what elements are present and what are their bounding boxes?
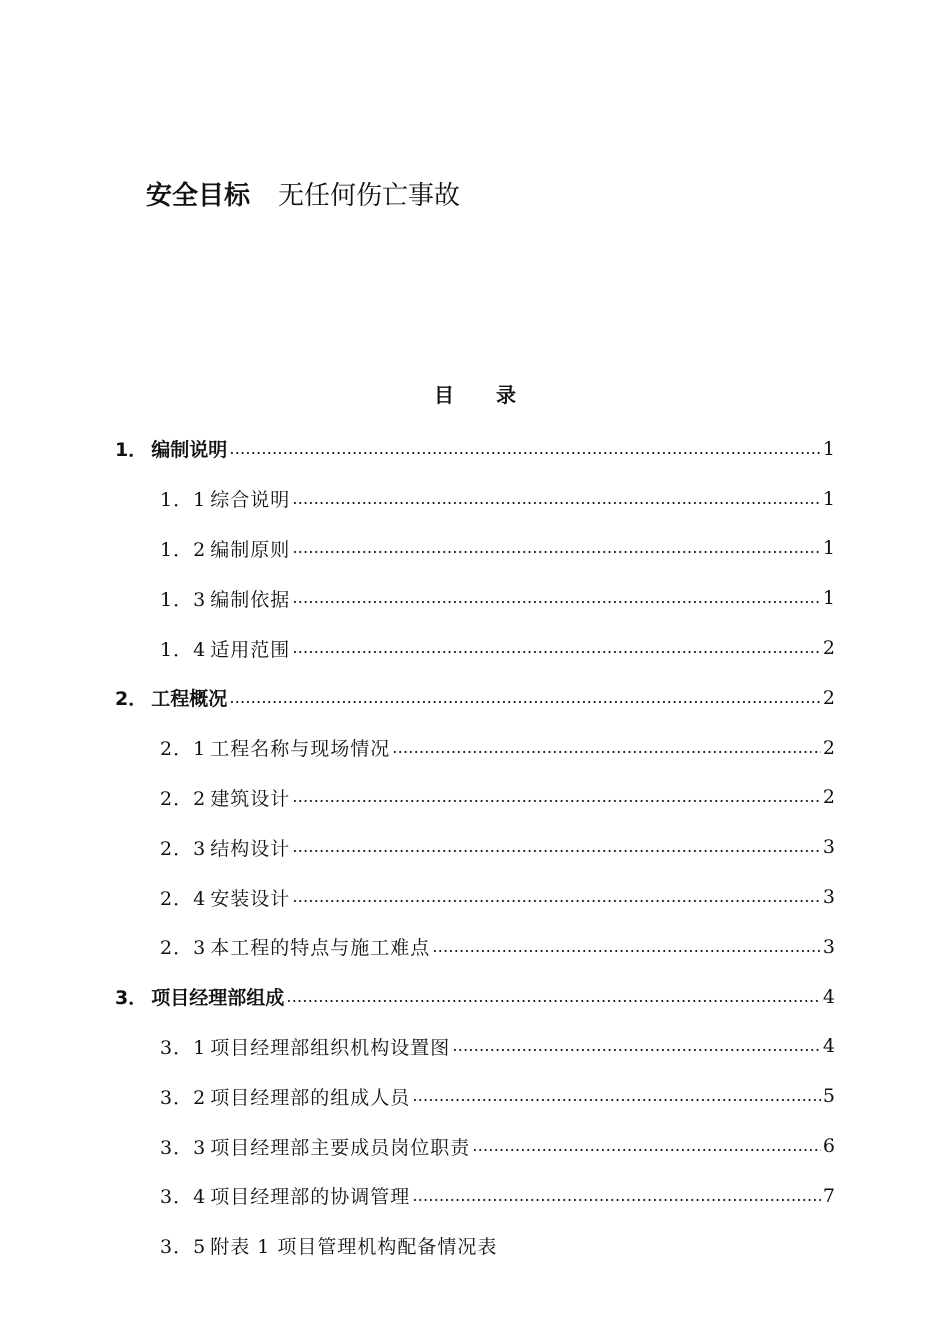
toc-entry-page: 5	[822, 1085, 835, 1108]
toc-subsection-entry[interactable]	[0, 1022, 835, 1072]
toc-entry-title: 综合说明	[210, 489, 291, 512]
toc-dot-leader	[292, 636, 821, 660]
toc-dot-leader	[229, 686, 821, 710]
toc-entry-page: 3	[822, 935, 835, 958]
toc-dot-leader	[412, 1084, 821, 1108]
toc-entry-number: 3．4	[160, 1186, 207, 1209]
toc-entry-page: 2	[822, 686, 835, 709]
toc-entry-title: 工程名称与现场情况	[210, 738, 391, 761]
toc-entry-title: 建筑设计	[210, 787, 291, 810]
toc-entry-title: 项目经理部组成	[151, 987, 285, 1010]
toc-entry-page: 2	[822, 786, 835, 809]
toc-dot-leader	[472, 1134, 821, 1158]
toc-entry-page: 3	[822, 886, 835, 909]
toc-dot-leader	[452, 1034, 821, 1058]
toc-subsection-entry[interactable]	[0, 1121, 835, 1171]
toc-entry-title: 本工程的特点与施工难点	[210, 937, 431, 960]
toc-entry-number: 3．2	[160, 1086, 207, 1109]
toc-dot-leader	[292, 487, 821, 511]
toc-entry-number: 2．3	[160, 837, 207, 860]
toc-title: 目录	[434, 383, 558, 407]
toc-entry-page: 1	[822, 437, 835, 460]
toc-dot-leader	[392, 736, 821, 760]
toc-entry-page: 1	[822, 487, 835, 510]
safety-goal-value: 无任何伤亡事故	[278, 181, 461, 211]
toc-subsection-entry[interactable]	[0, 822, 835, 872]
toc-dot-leader	[292, 536, 821, 560]
toc-entry-title: 项目经理部的组成人员	[210, 1086, 411, 1109]
toc-entry-title: 项目经理部的协调管理	[210, 1186, 411, 1209]
toc-subsection-entry[interactable]	[0, 1171, 835, 1221]
toc-subsection-entry[interactable]	[0, 524, 835, 574]
toc-entry-title: 项目经理部组织机构设置图	[210, 1036, 451, 1059]
toc-entry-page: 7	[822, 1184, 835, 1207]
toc-entry-page: 2	[822, 736, 835, 759]
toc-subsection-entry[interactable]	[0, 1221, 835, 1271]
toc-entry-title: 适用范围	[210, 638, 291, 661]
toc-entry-page: 4	[822, 1035, 835, 1058]
toc-entry-number: 2．2	[160, 787, 207, 810]
safety-goal	[146, 176, 460, 216]
toc-dot-leader	[292, 835, 821, 859]
toc-entry-title: 编制说明	[151, 439, 228, 462]
safety-goal-label: 安全目标	[146, 181, 251, 211]
toc-entry-number: 2．3	[160, 937, 207, 960]
toc-entry-page: 6	[822, 1135, 835, 1158]
toc-entry-number: 3．3	[160, 1136, 207, 1159]
toc-subsection-entry[interactable]	[0, 573, 835, 623]
toc-dot-leader	[292, 586, 821, 610]
toc-entry-number: 1．	[115, 439, 148, 462]
toc-entry-number: 3．1	[160, 1036, 207, 1059]
toc-entry-number: 1．2	[160, 538, 207, 561]
toc-entry-title: 安装设计	[210, 887, 291, 910]
toc-section-entry[interactable]	[0, 424, 835, 474]
toc-subsection-entry[interactable]	[0, 922, 835, 972]
toc-entry-number: 3．5	[160, 1236, 207, 1259]
toc-subsection-entry[interactable]	[0, 1071, 835, 1121]
toc-subsection-entry[interactable]	[0, 872, 835, 922]
toc-entry-title: 结构设计	[210, 837, 291, 860]
toc-dot-leader	[292, 885, 821, 909]
toc-entry-number: 1．1	[160, 489, 207, 512]
toc-dot-leader	[432, 935, 821, 959]
toc-entry-number: 2．	[115, 688, 148, 711]
toc-subsection-entry[interactable]	[0, 723, 835, 773]
toc-entry-page: 1	[822, 537, 835, 560]
toc-entry-title: 编制原则	[210, 538, 291, 561]
toc-entry-title: 编制依据	[210, 588, 291, 611]
toc-subsection-entry[interactable]	[0, 623, 835, 673]
toc-entry-number: 2．4	[160, 887, 207, 910]
toc-dot-leader	[229, 437, 821, 461]
toc-entry-page: 4	[822, 985, 835, 1008]
toc-section-entry[interactable]	[0, 972, 835, 1022]
toc-entry-title: 项目经理部主要成员岗位职责	[210, 1136, 471, 1159]
toc-entry-title: 附表 1 项目管理机构配备情况表	[210, 1236, 498, 1259]
toc-subsection-entry[interactable]	[0, 773, 835, 823]
toc-subsection-entry[interactable]	[0, 474, 835, 524]
toc-entry-number: 1．4	[160, 638, 207, 661]
toc-entry-number: 2．1	[160, 738, 207, 761]
toc-entry-number: 3．	[115, 987, 148, 1010]
toc-entry-page: 2	[822, 637, 835, 660]
table-of-contents	[0, 424, 950, 1271]
toc-entry-title: 工程概况	[151, 688, 228, 711]
toc-entry-page: 3	[822, 836, 835, 859]
toc-dot-leader	[292, 785, 821, 809]
toc-dot-leader	[286, 985, 821, 1009]
toc-entry-page: 1	[822, 587, 835, 610]
toc-entry-number: 1．3	[160, 588, 207, 611]
toc-dot-leader	[412, 1184, 821, 1208]
toc-section-entry[interactable]	[0, 673, 835, 723]
